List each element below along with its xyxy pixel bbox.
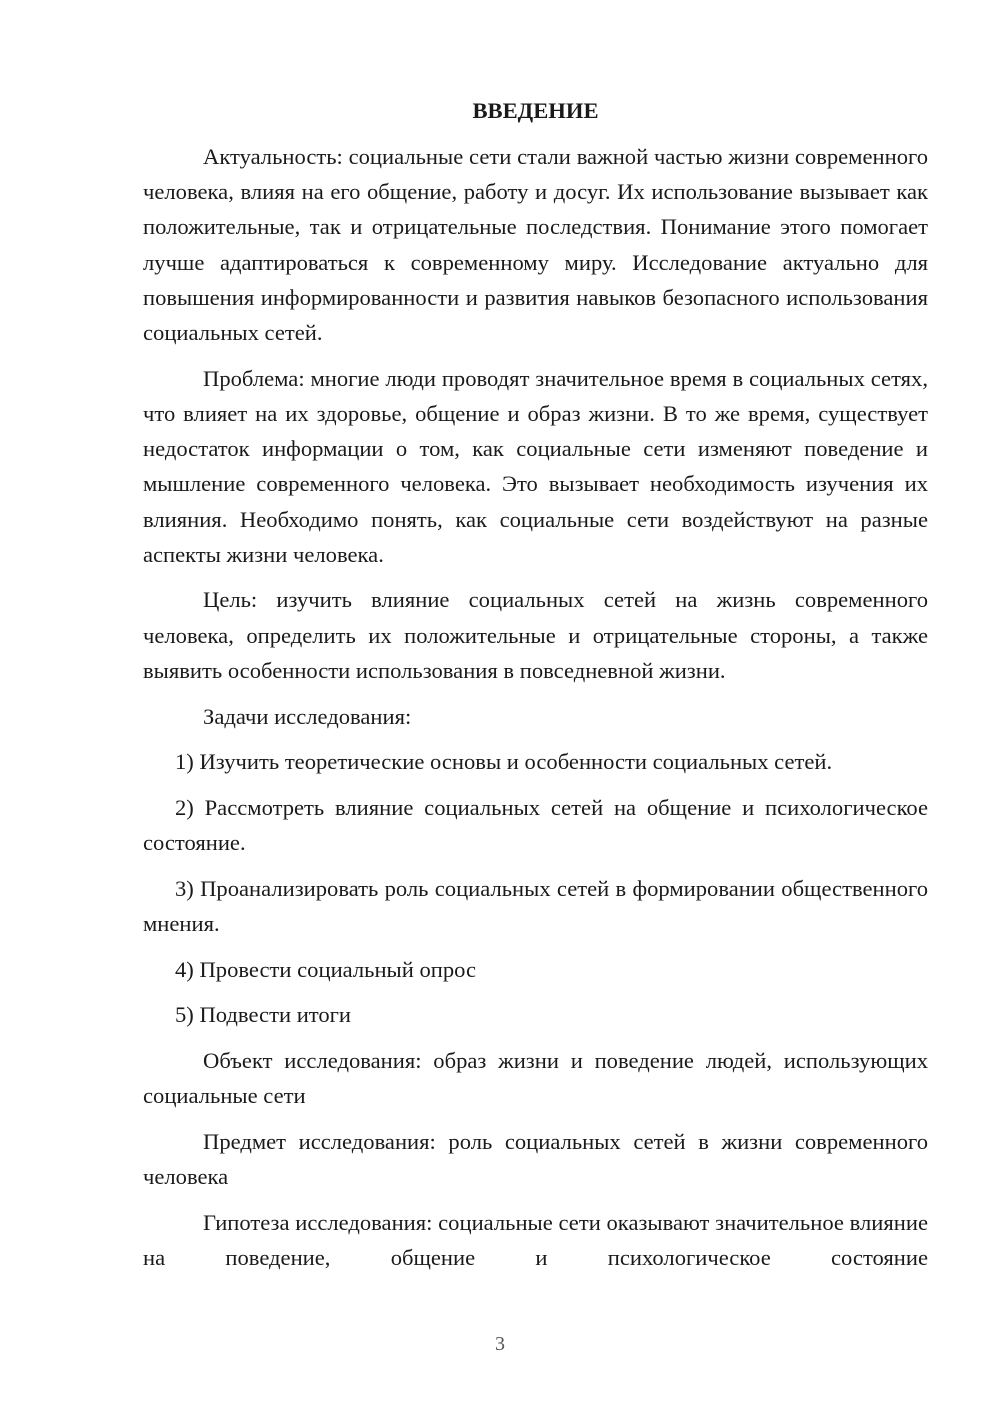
task-item-4: 4) Провести социальный опрос: [175, 956, 477, 982]
task-item-1: 1) Изучить теоретические основы и особенности социальных сетей.: [175, 749, 833, 775]
page-content: [143, 95, 928, 1286]
paragraph-problem: Проблема: многие люди проводят значительное время в социальных сетях, что влияет на их здоровье, общение и образ жизни. В то же время, существует недостаток информации о том, как социальные сети изменяют поведение и мышление современного человека. Это вызывает необходимость изучения их влияния. Необходимо понять, как социальные сети воздействуют на разные аспекты жизни человека.: [143, 365, 928, 567]
page-number: 3: [495, 1333, 505, 1355]
task-item-5: 5) Подвести итоги: [175, 1002, 352, 1028]
task-item-2: 2) Рассмотреть влияние социальных сетей на общение и психологическое состояние.: [143, 794, 928, 856]
section-title: ВВЕДЕНИЕ: [472, 98, 599, 123]
paragraph-relevance: Актуальность: социальные сети стали важной частью жизни современного человека, влияя на его общение, работу и досуг. Их использование вызывает как положительные, так и отрицательные последствия. Понимание этого помогает лучше адаптироваться к современному миру. Исследование актуально для повышения информированности и развития навыков безопасного использования социальных сетей.: [143, 144, 928, 346]
task-item-3: 3) Проанализировать роль социальных сетей в формировании общественного мнения.: [143, 875, 928, 937]
paragraph-object: Объект исследования: образ жизни и поведение людей, использующих социальные сети: [143, 1048, 928, 1109]
tasks-heading: Задачи исследования:: [203, 703, 412, 729]
paragraph-goal: Цель: изучить влияние социальных сетей на жизнь современного человека, определить их положительные и отрицательные стороны, а также выявить особенности использования в повседневной жизни.: [143, 587, 928, 683]
paragraph-subject: Предмет исследования: роль социальных сетей в жизни современного человека: [143, 1129, 928, 1190]
paragraph-hypothesis: Гипотеза исследования: социальные сети оказывают значительное влияние на поведение, общение и психологическое состояние: [143, 1209, 928, 1271]
